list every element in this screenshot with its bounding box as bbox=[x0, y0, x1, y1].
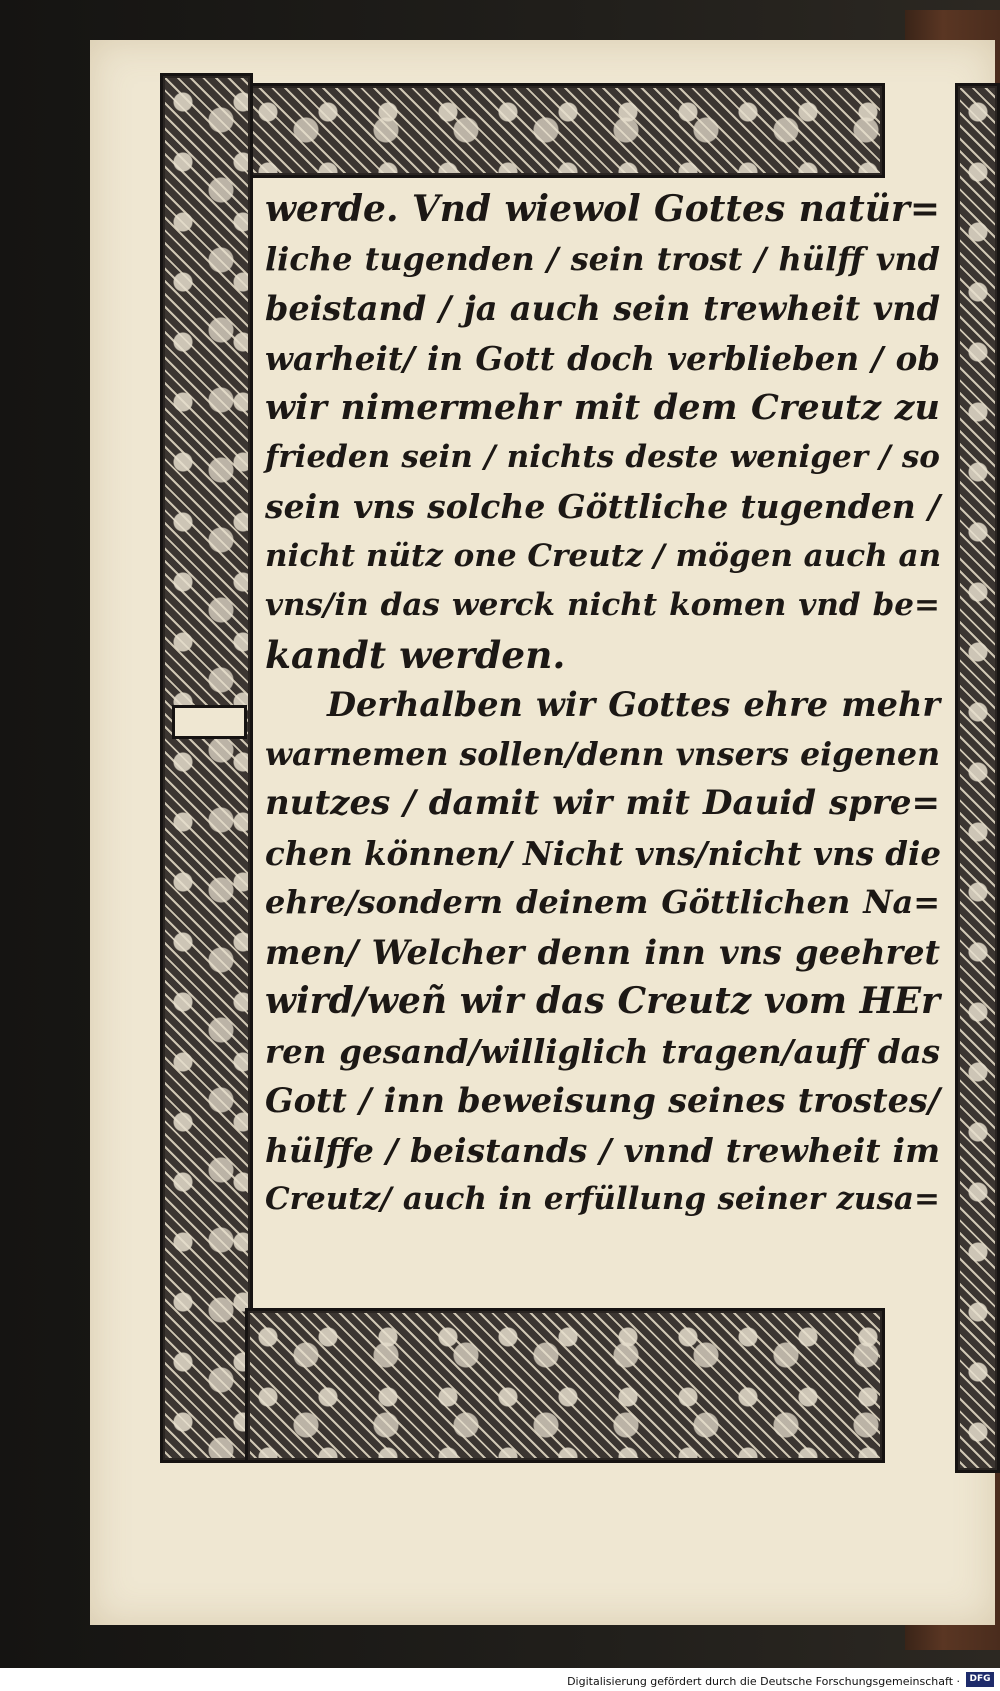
footer-bar bbox=[0, 1668, 1000, 1691]
text-line: ren gesand/williglich tragen/auff das bbox=[265, 1031, 940, 1071]
text-line: chen können/ Nicht vns/nicht vns die bbox=[265, 833, 942, 873]
text-line: wir nimermehr mit dem Creutz zu bbox=[265, 387, 940, 428]
text-line: beistand / ja auch sein trewheit vnd bbox=[265, 289, 940, 328]
dfg-logo: DFG bbox=[966, 1672, 994, 1687]
text-line: warnemen sollen/denn vnsers eigenen bbox=[265, 735, 940, 773]
woodcut-border-top bbox=[245, 83, 885, 178]
text-line: liche tugenden / sein trost / hülff vnd bbox=[265, 239, 940, 278]
text-line: sein vns solche Göttliche tugenden / bbox=[265, 487, 940, 526]
text-line: vns/in das werck nicht komen vnd be= bbox=[265, 587, 940, 623]
text-line: men/ Welcher denn inn vns geehret bbox=[265, 932, 940, 972]
text-line: nicht nütz one Creutz / mögen auch an bbox=[265, 537, 942, 574]
border-pillar-ornament bbox=[172, 705, 247, 739]
digitization-credit: Digitalisierung gefördert durch die Deutsche Forschungsgemeinschaft · bbox=[567, 1675, 960, 1688]
text-line: kandt werden. bbox=[265, 632, 566, 677]
text-line: Gott / inn beweisung seines trostes/ bbox=[265, 1081, 940, 1120]
text-line: warheit/ in Gott doch verblieben / ob bbox=[265, 338, 940, 378]
woodcut-border-right bbox=[955, 83, 1000, 1473]
woodcut-border-left bbox=[160, 73, 253, 1463]
text-line: Creutz/ auch in erfüllung seiner zusa= bbox=[265, 1181, 940, 1217]
text-line: hülffe / beistands / vnnd trewheit im bbox=[265, 1130, 940, 1170]
text-line: ehre/sondern deinem Göttlichen Na= bbox=[265, 883, 940, 921]
text-line: frieden sein / nichts deste weniger / so bbox=[265, 438, 940, 475]
text-line: wird/weñ wir das Creutz vom HEr bbox=[265, 980, 940, 1022]
text-line: nutzes / damit wir mit Dauid spre= bbox=[265, 783, 940, 823]
text-line: werde. Vnd wiewol Gottes natür= bbox=[265, 188, 940, 230]
page-text bbox=[265, 185, 940, 1225]
woodcut-border-bottom bbox=[245, 1308, 885, 1463]
paragraph-first-line: Derhalben wir Gottes ehre mehr bbox=[327, 685, 940, 724]
